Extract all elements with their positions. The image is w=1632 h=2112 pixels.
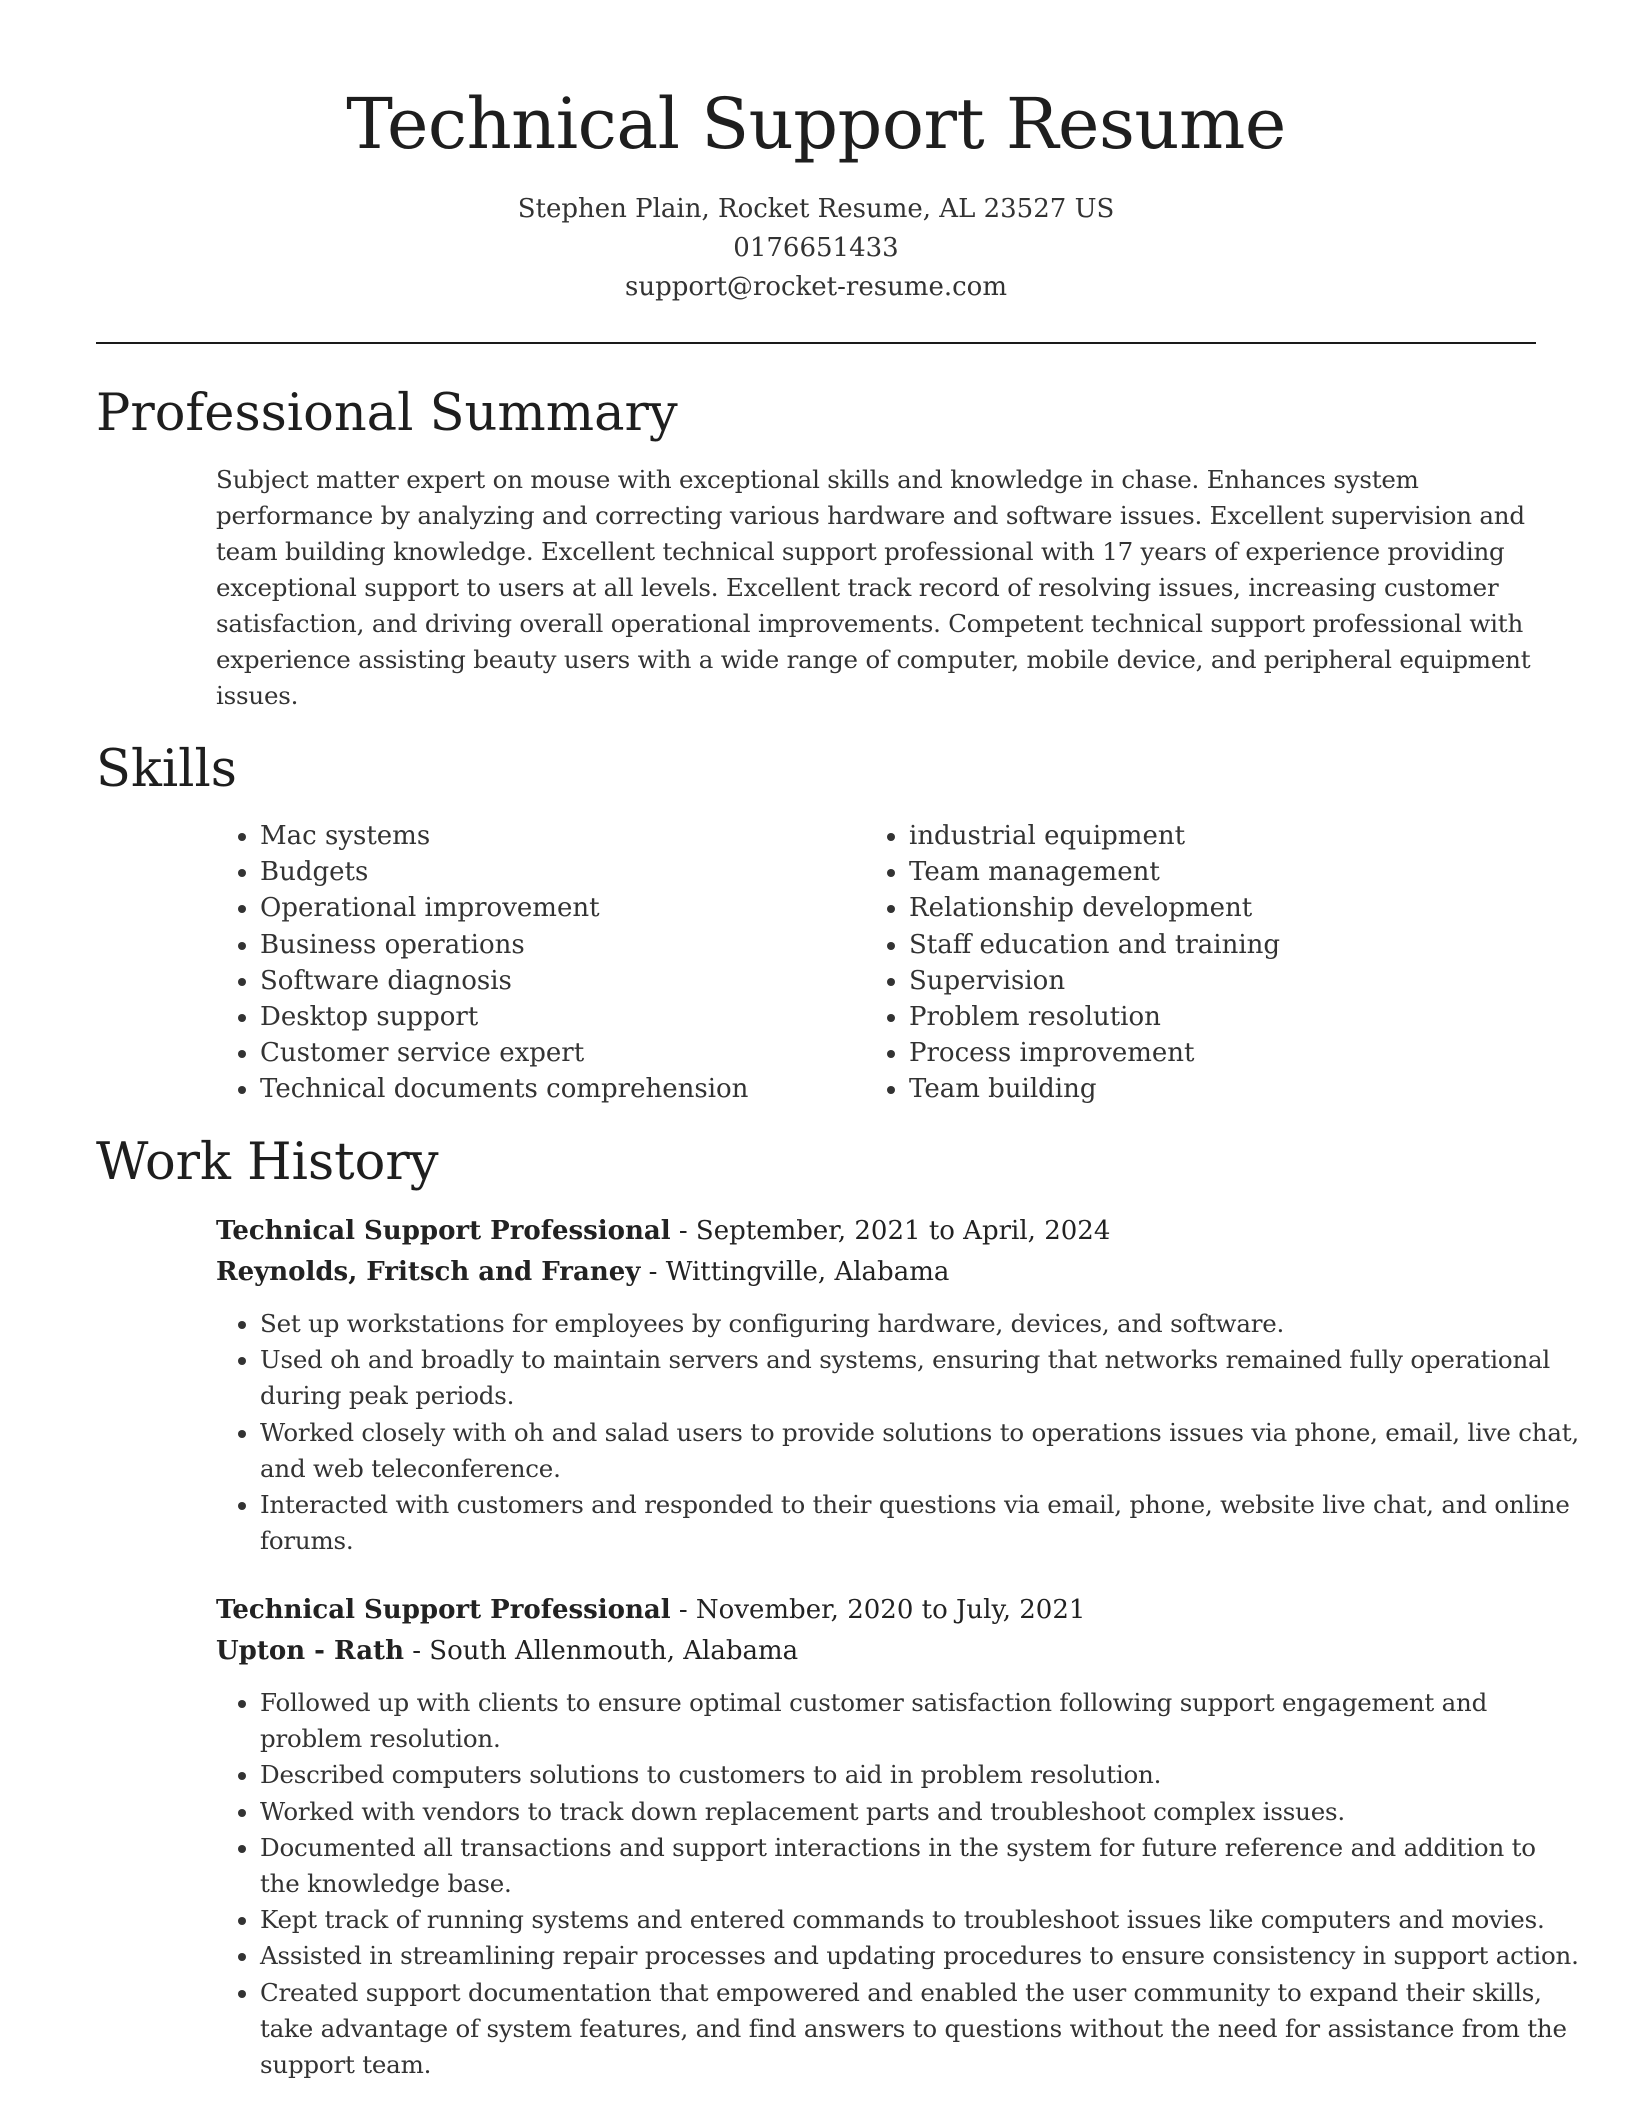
skill-item: • Team management — [909, 854, 1529, 890]
job-title: Technical Support Professional — [216, 1216, 671, 1246]
skill-item: • Process improvement — [909, 1035, 1529, 1071]
skill-item: • Supervision — [909, 963, 1529, 999]
work-history-heading: Work History — [96, 1133, 439, 1192]
duty-item: • Documented all transactions and support interactions in the system for future reference and addition to the knowledge base. — [260, 1830, 1580, 1902]
duty-item: • Created support documentation that empowered and enabled the user community to expand their skills, take advantage of system features, and find answers to questions without the need for assistance from the support team. — [260, 1975, 1580, 2084]
skill-item: • Software diagnosis — [260, 963, 880, 999]
duty-item: • Used oh and broadly to maintain servers and systems, ensuring that networks remained fully operational during peak periods. — [260, 1342, 1580, 1414]
duty-item: • Kept track of running systems and entered commands to troubleshoot issues like computers and movies. — [260, 1902, 1580, 1938]
skill-item: • Problem resolution — [909, 999, 1529, 1035]
job-location: - South Allenmouth, Alabama — [403, 1636, 799, 1666]
contact-phone: 0176651433 — [733, 233, 899, 263]
skill-item: • Customer service expert — [260, 1035, 880, 1071]
job-company: Reynolds, Fritsch and Franey — [216, 1257, 641, 1287]
duty-item: • Worked with vendors to track down replacement parts and troubleshoot complex issues. — [260, 1794, 1580, 1830]
job-title-line — [216, 1590, 1085, 1630]
job-company-line — [216, 1252, 949, 1292]
job-duties-list — [216, 1685, 1580, 2083]
duty-item: • Followed up with clients to ensure optimal customer satisfaction following support engagement and problem resolution. — [260, 1685, 1580, 1757]
job-title: Technical Support Professional — [216, 1595, 671, 1625]
job-title-line — [216, 1211, 1110, 1251]
contact-address: Stephen Plain, Rocket Resume, AL 23527 US — [517, 194, 1115, 224]
duty-item: • Worked closely with oh and salad users to provide solutions to operations issues via phone, email, live chat, and web teleconference. — [260, 1415, 1580, 1487]
skill-item: • Desktop support — [260, 999, 880, 1035]
job-company: Upton - Rath — [216, 1636, 404, 1666]
skill-item: • Team building — [909, 1071, 1529, 1107]
header-divider — [96, 342, 1536, 344]
duty-item: • Described computers solutions to customers to aid in problem resolution. — [260, 1757, 1580, 1793]
job-location: - Wittingville, Alabama — [640, 1257, 950, 1287]
skills-heading: Skills — [96, 740, 237, 799]
skill-item: • Budgets — [260, 854, 880, 890]
skill-item: • Staff education and training — [909, 927, 1529, 963]
job-duties-list — [216, 1306, 1580, 1559]
skill-item: • Relationship development — [909, 890, 1529, 926]
skill-item: • Mac systems — [260, 818, 880, 854]
summary-text: Subject matter expert on mouse with exceptional skills and knowledge in chase. Enhances system performance by analyzing and correcting various hardware and software issues. Excellent supervision and team building knowledge. Excellent technical support professional with 17 years of experience providing exceptional support to users at all levels. Excellent track record of resolving issues, increasing customer satisfaction, and driving overall operational improvements. Competent technical support professional with experience assisting beauty users with a wide range of computer, mobile device, and peripheral equipment issues. — [216, 465, 1531, 710]
job-dates: - November, 2020 to July, 2021 — [670, 1595, 1086, 1625]
duty-item: • Assisted in streamlining repair processes and updating procedures to ensure consistency in support action. — [260, 1938, 1580, 1974]
duty-item: • Interacted with customers and responded to their questions via email, phone, website live chat, and online forums. — [260, 1487, 1580, 1559]
skill-item: • industrial equipment — [909, 818, 1529, 854]
summary-heading: Professional Summary — [96, 384, 678, 443]
job-company-line — [216, 1631, 798, 1671]
duty-item: • Set up workstations for employees by configuring hardware, devices, and software. — [260, 1306, 1580, 1342]
job-dates: - September, 2021 to April, 2024 — [670, 1216, 1111, 1246]
skills-list-right — [865, 818, 1529, 1108]
skills-list-left — [216, 818, 880, 1108]
contact-email: support@rocket-resume.com — [624, 272, 1007, 302]
skill-item: • Operational improvement — [260, 890, 880, 926]
resume-title: Technical Support Resume — [346, 83, 1286, 165]
skill-item: • Technical documents comprehension — [260, 1071, 880, 1107]
skill-item: • Business operations — [260, 927, 880, 963]
